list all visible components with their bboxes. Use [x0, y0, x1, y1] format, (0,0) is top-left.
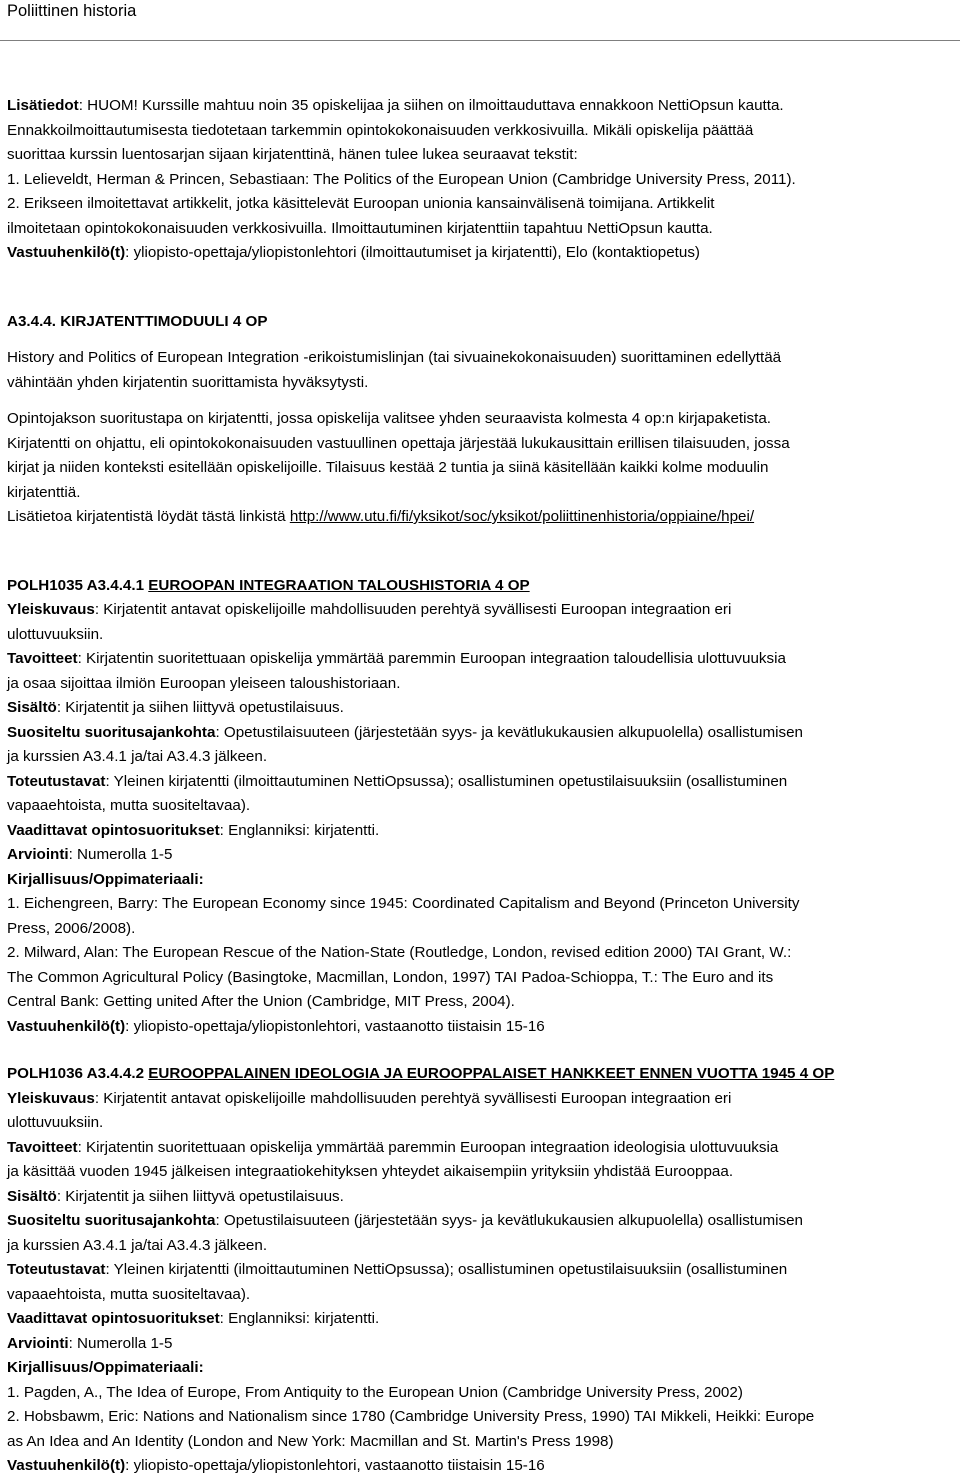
- module-code: A3.4.4.: [7, 312, 61, 330]
- text-line: : Opetustilaisuuteen (järjestetään syys- ja kevätlukukausien alkupuolella) osallistumisen: [215, 723, 803, 741]
- text-line: kirjat ja niiden konteksti esitellään opiskelijoille. Tilaisuus kestää 2 tuntia ja siinä käsitellään kaikki kolme moduulin: [7, 459, 769, 476]
- text-line: Kirjatentti on ohjattu, eli opintokokonaisuuden vastuullinen opettaja järjestää lukukausittain erillisen tilaisuuden, jossa: [7, 434, 790, 452]
- field-label: Sisältö: [7, 699, 57, 716]
- text-line: : Numerolla 1-5: [68, 1334, 173, 1352]
- text-line: : Numerolla 1-5: [68, 846, 173, 863]
- field-label: Lisätiedot: [7, 97, 79, 114]
- text-line: History and Politics of European Integration -erikoistumislinjan (tai sivuainekokonaisuuden) suorittaminen edellyttää: [7, 349, 782, 366]
- text-line: ulottuvuuksiin.: [7, 1114, 104, 1131]
- field-label-colon: :: [198, 1359, 204, 1376]
- text-line: ja kurssien A3.4.1 ja/tai A3.4.3 jälkeen.: [7, 748, 268, 765]
- module-section: [7, 310, 952, 530]
- field-label: Arviointi: [7, 846, 69, 863]
- text-line: kirjatenttiä.: [7, 483, 81, 501]
- field-label: Toteutustavat: [7, 1261, 106, 1278]
- text-line: 1. Eichengreen, Barry: The European Economy since 1945: Coordinated Capitalism and Beyond (Princeton University: [7, 895, 800, 912]
- field-label: [7, 868, 952, 893]
- text-line: The Common Agricultural Policy (Basingtoke, Macmillan, London, 1997) TAI Padoa-Schioppa, T.: The Euro and its: [7, 968, 774, 986]
- field-label: Vastuuhenkilö(t): [7, 1457, 126, 1474]
- header-title: Poliittinen historia: [7, 2, 137, 20]
- more-info-text: Lisätietoa kirjatentistä löydät tästä linkistä: [7, 508, 290, 525]
- text-line: Opintojakson suoritustapa on kirjatentti, jossa opiskelija valitsee yhden seuraavista kolmesta 4 op:n kirjapaketista.: [7, 410, 772, 427]
- header-divider: [0, 40, 960, 41]
- text-line: : Kirjatentit antavat opiskelijoille mahdollisuuden perehtyä syvällisesti Euroopan integraation eri: [94, 601, 732, 618]
- field-label-colon: :: [198, 870, 204, 888]
- text-line: : Kirjatentit antavat opiskelijoille mahdollisuuden perehtyä syvällisesti Euroopan integraation eri: [94, 1089, 732, 1107]
- course-code: POLH1035 A3.4.4.1: [7, 576, 149, 594]
- module-heading: [7, 310, 952, 335]
- text-line: : Kirjatentit ja siihen liittyvä opetustilaisuus.: [56, 699, 344, 716]
- field-label: Vaadittavat opintosuoritukset: [7, 821, 220, 839]
- text-line: : Englanniksi: kirjatentti.: [219, 1310, 380, 1327]
- text-line: 1. Pagden, A., The Idea of Europe, From Antiquity to the European Union (Cambridge University Press, 2002): [7, 1383, 743, 1401]
- text-line: suorittaa kurssin luentosarjan sijaan kirjatenttinä, hänen tulee lukea seuraavat tekstit:: [7, 146, 578, 163]
- text-line: : HUOM! Kurssille mahtuu noin 35 opiskelijaa ja siihen on ilmoittauduttava ennakkoon NettiOpsun kautta.: [78, 97, 784, 114]
- field-label: Yleiskuvaus: [7, 1089, 95, 1107]
- course-section-1: [7, 574, 952, 1040]
- text-line: ilmoitetaan opintokokonaisuuden verkkosivuilla. Ilmoittautuminen kirjatenttiin tapahtuu NettiOpsun kautta.: [7, 219, 713, 237]
- text-line: : Kirjatentit ja siihen liittyvä opetustilaisuus.: [56, 1187, 344, 1205]
- module-title: KIRJATENTTIMODUULI 4 OP: [60, 312, 268, 330]
- field-label: Vastuuhenkilö(t): [7, 1017, 126, 1035]
- course-heading: [7, 1062, 952, 1087]
- document-body: [7, 94, 952, 1479]
- text-line: : yliopisto-opettaja/yliopistonlehtori (ilmoittautumiset ja kirjatentti), Elo (kontaktiopetus): [125, 244, 700, 261]
- field-label: Vastuuhenkilö(t): [7, 244, 126, 261]
- text-line: ulottuvuuksiin.: [7, 625, 104, 643]
- field-label-text: Kirjallisuus/Oppimateriaali: [7, 870, 199, 888]
- text-line: 2. Milward, Alan: The European Rescue of the Nation-State (Routledge, London, revised edition 2000) TAI Grant, W.:: [7, 944, 792, 961]
- field-label: Suositeltu suoritusajankohta: [7, 1212, 216, 1229]
- text-line: Central Bank: Getting united After the Union (Cambridge, MIT Press, 2004).: [7, 993, 515, 1010]
- text-line: 2. Erikseen ilmoitettavat artikkelit, jotka käsittelevät Euroopan unionia kansainvälisenä toimijana. Artikkelit: [7, 195, 715, 212]
- course-code: POLH1036 A3.4.4.2: [7, 1065, 149, 1082]
- text-line: : Kirjatentin suoritettuaan opiskelija ymmärtää paremmin Euroopan integraation ideologisia ulottuvuuksia: [77, 1138, 779, 1156]
- text-line: Press, 2006/2008).: [7, 919, 136, 937]
- text-line: : yliopisto-opettaja/yliopistonlehtori, vastaanotto tiistaisin 15-16: [125, 1457, 545, 1474]
- text-line: vapaaehtoista, mutta suositeltavaa).: [7, 797, 251, 814]
- text-line: ja osaa sijoittaa ilmiön Euroopan yleiseen taloushistoriaan.: [7, 674, 401, 692]
- text-line: ja kurssien A3.4.1 ja/tai A3.4.3 jälkeen.: [7, 1236, 268, 1254]
- field-label-text: Kirjallisuus/Oppimateriaali: [7, 1359, 199, 1376]
- text-line: : Kirjatentin suoritettuaan opiskelija ymmärtää paremmin Euroopan integraation taloudellisia ulottuvuuksia: [77, 650, 786, 667]
- text-line: : yliopisto-opettaja/yliopistonlehtori, vastaanotto tiistaisin 15-16: [125, 1017, 545, 1035]
- field-label: Arviointi: [7, 1334, 69, 1352]
- lisatiedot-section: [7, 94, 952, 266]
- course-heading: [7, 574, 952, 599]
- course-title: EUROOPAN INTEGRAATION TALOUSHISTORIA 4 OP: [148, 576, 530, 594]
- text-line: as An Idea and An Identity (London and New York: Macmillan and St. Martin's Press 1998): [7, 1432, 614, 1450]
- field-label: Yleiskuvaus: [7, 601, 95, 618]
- course-title: EUROOPPALAINEN IDEOLOGIA JA EUROOPPALAISET HANKKEET ENNEN VUOTTA 1945 4 OP: [148, 1065, 835, 1082]
- text-line: : Englanniksi: kirjatentti.: [219, 821, 380, 839]
- field-label: Vaadittavat opintosuoritukset: [7, 1310, 220, 1327]
- text-line: : Yleinen kirjatentti (ilmoittautuminen NettiOpsussa); osallistuminen opetustilaisuuksiin (osallistuminen: [105, 772, 788, 790]
- field-label: Tavoitteet: [7, 1138, 78, 1156]
- field-label: Tavoitteet: [7, 650, 78, 667]
- text-line: vapaaehtoista, mutta suositeltavaa).: [7, 1285, 251, 1303]
- text-line: 2. Hobsbawm, Eric: Nations and Nationalism since 1780 (Cambridge University Press, 1990) TAI Mikkeli, Heikki: Europe: [7, 1408, 815, 1425]
- text-line: 1. Lelieveldt, Herman & Princen, Sebastiaan: The Politics of the European Union (Cambridge University Press, 2011).: [7, 170, 796, 188]
- field-label: Suositeltu suoritusajankohta: [7, 723, 216, 741]
- page-header: [0, 0, 960, 42]
- text-line: vähintään yhden kirjatentin suorittamista hyväksytysti.: [7, 373, 369, 391]
- more-info-link[interactable]: http://www.utu.fi/fi/yksikot/soc/yksikot/poliittinenhistoria/oppiaine/hpei/: [289, 508, 755, 525]
- field-label: Toteutustavat: [7, 772, 106, 790]
- text-line: ja käsittää vuoden 1945 jälkeisen integraatiokehityksen yhteydet aikaisempiin yrityksiin yhdistää Eurooppaa.: [7, 1163, 734, 1180]
- text-line: : Opetustilaisuuteen (järjestetään syys- ja kevätlukukausien alkupuolella) osallistumisen: [215, 1212, 803, 1229]
- field-label: [7, 1356, 952, 1381]
- course-section-2: [7, 1062, 952, 1479]
- text-line: : Yleinen kirjatentti (ilmoittautuminen NettiOpsussa); osallistuminen opetustilaisuuksiin (osallistuminen: [105, 1261, 788, 1278]
- field-label: Sisältö: [7, 1187, 57, 1205]
- text-line: Ennakkoilmoittautumisesta tiedotetaan tarkemmin opintokokonaisuuden verkkosivuilla. Mikäli opiskelija päättää: [7, 121, 754, 139]
